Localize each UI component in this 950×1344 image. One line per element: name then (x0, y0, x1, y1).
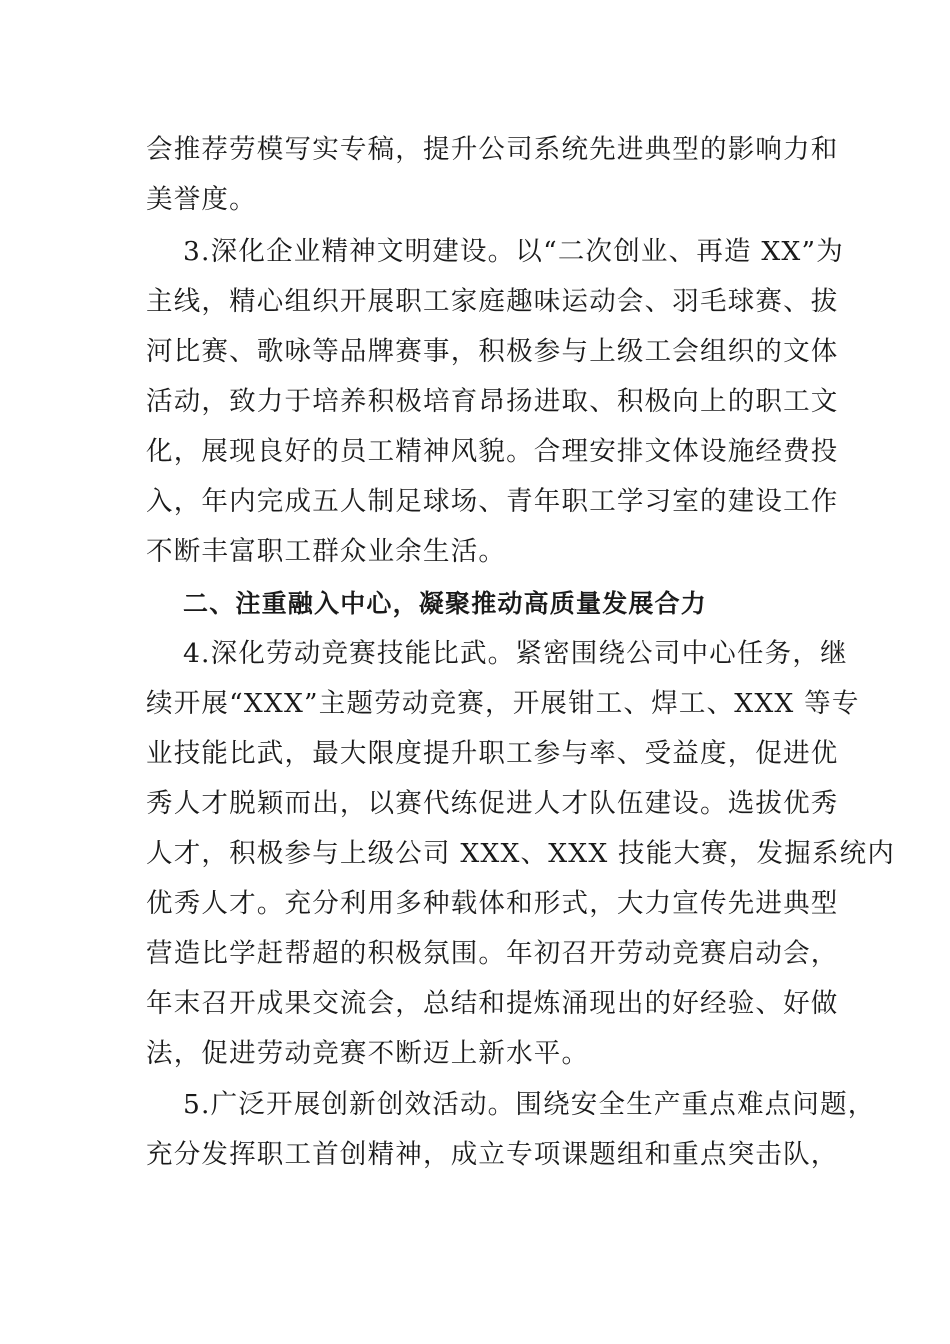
body-text-line: 美誉度。 (146, 184, 257, 215)
body-text-line: 优秀人才。充分利用多种载体和形式，大力宣传先进典型 (146, 888, 839, 919)
body-text-line: 充分发挥职工首创精神，成立专项课题组和重点突击队， (146, 1139, 839, 1170)
body-text-line: 化，展现良好的员工精神风貌。合理安排文体设施经费投 (146, 436, 839, 467)
paragraph-4-first-line: 4.深化劳动竞赛技能比武。紧密围绕公司中心任务，继 (183, 638, 848, 669)
body-text-line: 续开展“XXX”主题劳动竞赛，开展钳工、焊工、XXX 等专 (146, 688, 860, 719)
body-text-line: 法，促进劳动竞赛不断迈上新水平。 (146, 1038, 590, 1069)
body-text-line: 营造比学赶帮超的积极氛围。年初召开劳动竞赛启动会， (146, 938, 839, 969)
body-text-line: 业技能比武，最大限度提升职工参与率、受益度，促进优 (146, 738, 839, 769)
body-text-line: 主线，精心组织开展职工家庭趣味运动会、羽毛球赛、拔 (146, 286, 839, 317)
body-text-line: 活动，致力于培养积极培育昂扬进取、积极向上的职工文 (146, 386, 839, 417)
body-text-line: 年末召开成果交流会，总结和提炼涌现出的好经验、好做 (146, 988, 839, 1019)
body-text-line: 不断丰富职工群众业余生活。 (146, 536, 507, 567)
body-text-line: 河比赛、歌咏等品牌赛事，积极参与上级工会组织的文体 (146, 336, 839, 367)
body-text-line: 会推荐劳模写实专稿，提升公司系统先进典型的影响力和 (146, 134, 839, 165)
body-text-line: 人才，积极参与上级公司 XXX、XXX 技能大赛，发掘系统内 (146, 838, 896, 869)
paragraph-5-first-line: 5.广泛开展创新创效活动。围绕安全生产重点难点问题， (183, 1089, 876, 1120)
body-text-line: 入，年内完成五人制足球场、青年职工学习室的建设工作 (146, 486, 839, 517)
paragraph-3-first-line: 3.深化企业精神文明建设。以“二次创业、再造 XX”为 (183, 236, 844, 267)
section-heading: 二、注重融入中心，凝聚推动高质量发展合力 (183, 589, 708, 618)
body-text-line: 秀人才脱颖而出，以赛代练促进人才队伍建设。选拔优秀 (146, 788, 839, 819)
